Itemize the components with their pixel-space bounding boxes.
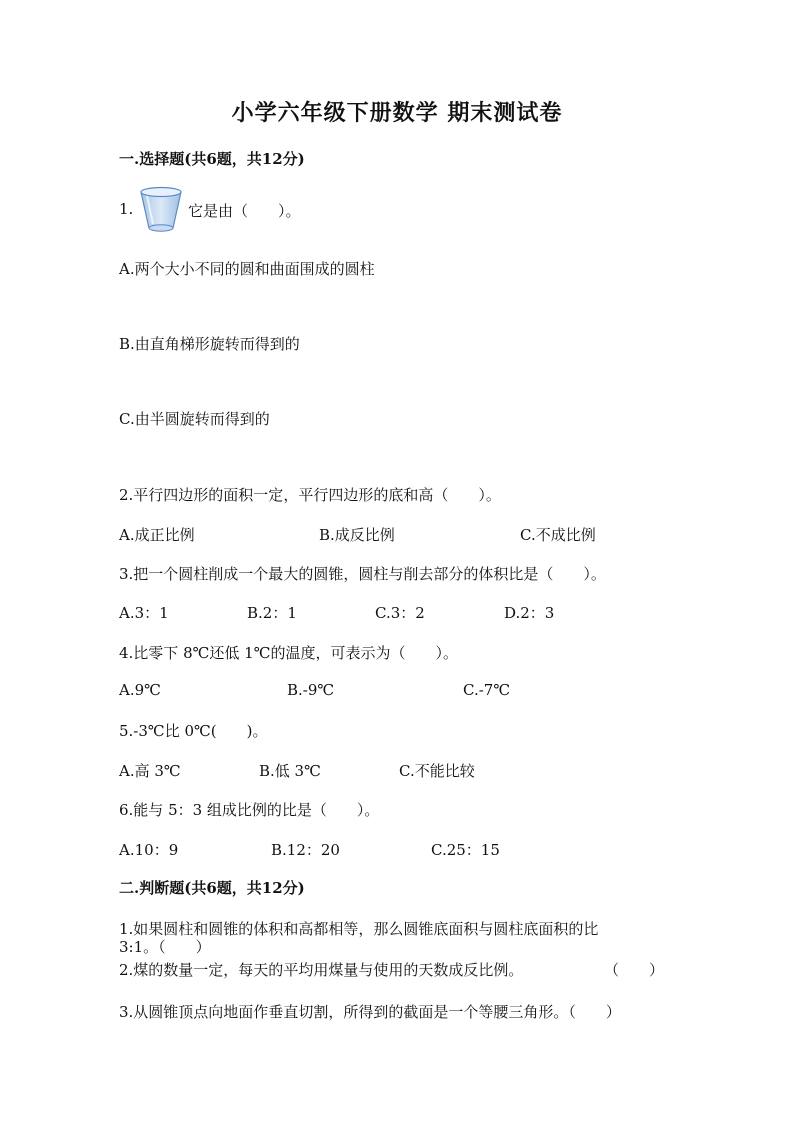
option-c: C.不成比例 — [520, 526, 596, 544]
option-b: B.成反比例 — [319, 526, 395, 544]
question-stem: 6.能与 5：3 组成比例的比是（ ）。 — [119, 801, 380, 819]
option-b: B.-9℃ — [287, 681, 335, 699]
question-stem: 2.平行四边形的面积一定，平行四边形的底和高（ ）。 — [119, 486, 501, 504]
option-b: B.低 3℃ — [259, 762, 321, 780]
option-c: C.25：15 — [431, 841, 500, 859]
option-b: B.由直角梯形旋转而得到的 — [119, 335, 300, 353]
option-c: C.-7℃ — [463, 681, 511, 699]
answer-paren: （ ） — [604, 961, 665, 979]
question-number: 1. — [119, 200, 134, 218]
option-a: A.成正比例 — [119, 526, 195, 544]
judge-text-line1: 1.如果圆柱和圆锥的体积和高都相等，那么圆锥底面积与圆柱底面积的比 — [119, 920, 599, 938]
option-a: A.两个大小不同的圆和曲面围成的圆柱 — [119, 260, 375, 278]
question-stem: 它是由（ ）。 — [188, 202, 301, 220]
option-a: A.3：1 — [119, 604, 169, 622]
option-a: A.9℃ — [119, 681, 161, 699]
section-title-choice: 一.选择题(共6题，共12分) — [119, 150, 305, 168]
option-d: D.2：3 — [504, 604, 555, 622]
option-b: B.12：20 — [271, 841, 340, 859]
page-title: 小学六年级下册数学 期末测试卷 — [231, 100, 563, 126]
cup-icon — [138, 186, 184, 234]
judge-text-line2: 3:1。（ ） — [119, 938, 211, 956]
option-c: C.由半圆旋转而得到的 — [119, 410, 270, 428]
judge-text: 3.从圆锥顶点向地面作垂直切割，所得到的截面是一个等腰三角形。（ ） — [119, 1003, 621, 1021]
question-stem: 5.-3℃比 0℃( )。 — [119, 722, 268, 740]
question-stem: 3.把一个圆柱削成一个最大的圆锥，圆柱与削去部分的体积比是（ ）。 — [119, 565, 606, 583]
option-c: C.不能比较 — [399, 762, 475, 780]
section-title-judge: 二.判断题(共6题，共12分) — [119, 879, 305, 897]
judge-text: 2.煤的数量一定，每天的平均用煤量与使用的天数成反比例。 — [119, 961, 524, 979]
question-stem: 4.比零下 8℃还低 1℃的温度，可表示为（ ）。 — [119, 644, 458, 662]
option-a: A.高 3℃ — [119, 762, 181, 780]
option-b: B.2：1 — [247, 604, 297, 622]
option-c: C.3：2 — [375, 604, 425, 622]
option-a: A.10：9 — [119, 841, 179, 859]
